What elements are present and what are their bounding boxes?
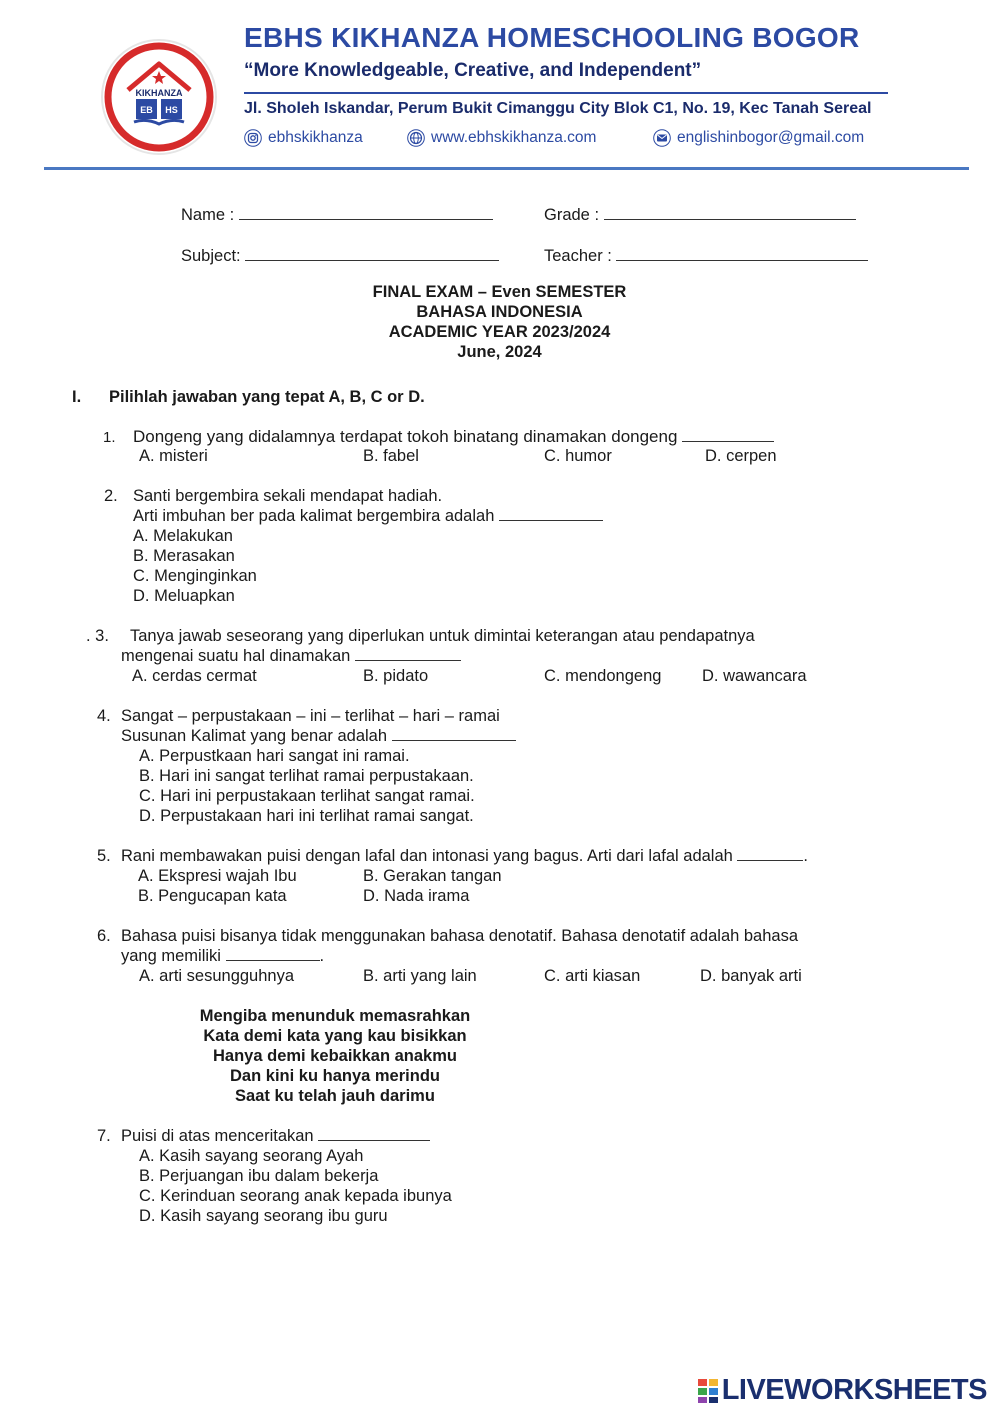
- q5-option-b[interactable]: B. Gerakan tangan: [363, 867, 502, 885]
- poem-line-1: Mengiba menunduk memasrahkan: [199, 1007, 471, 1025]
- exam-date: June, 2024: [457, 343, 542, 361]
- q5-option-c[interactable]: B. Pengucapan kata: [138, 887, 287, 905]
- q5-question: Rani membawakan puisi dengan lafal dan intonasi yang bagus. Arti dari lafal adalah: [121, 847, 733, 865]
- q6-option-b[interactable]: B. arti yang lain: [363, 967, 477, 985]
- school-logo: [100, 38, 218, 156]
- q1-text: [133, 427, 774, 447]
- school-name: EBHS KIKHANZA HOMESCHOOLING BOGOR: [244, 22, 860, 53]
- logo-text-top: KIKHANZA: [135, 88, 183, 98]
- q2-line2: [133, 506, 603, 526]
- subject-field: [181, 246, 499, 266]
- grade-field: [544, 205, 856, 225]
- q6-line1: Bahasa puisi bisanya tidak menggunakan bahasa denotatif. Bahasa denotatif adalah bahasa: [121, 927, 799, 945]
- mail-icon: [653, 129, 671, 147]
- logo-text-right: HS: [165, 105, 178, 115]
- poem-line-3: Hanya demi kebaikkan anakmu: [213, 1047, 457, 1065]
- q1-blank[interactable]: [682, 427, 774, 442]
- instagram-icon: [244, 129, 262, 147]
- q5-line1: Rani membawakan puisi dengan lafal dan intonasi yang bagus. Arti dari lafal adalah .: [121, 847, 809, 865]
- q3-line2: [121, 646, 461, 666]
- teacher-field: [544, 246, 868, 266]
- q6-question: yang memiliki: [121, 947, 221, 965]
- q5-option-a[interactable]: A. Ekspresi wajah Ibu: [138, 867, 297, 885]
- q3-number: . 3.: [86, 627, 109, 645]
- q7-option-b[interactable]: B. Perjuangan ibu dalam bekerja: [139, 1167, 379, 1185]
- q4-option-a[interactable]: A. Perpustkaan hari sangat ini ramai.: [139, 747, 410, 765]
- q2-option-c[interactable]: C. Menginginkan: [133, 567, 257, 585]
- grade-blank[interactable]: [604, 205, 856, 220]
- q2-question: Arti imbuhan ber pada kalimat bergembira adalah: [133, 507, 495, 525]
- q6-line2: yang memiliki .: [121, 947, 325, 965]
- q4-line1: Sangat – perpustakaan – ini – terlihat – hari – ramai: [121, 707, 500, 725]
- email-contact: [653, 129, 864, 147]
- name-label: Name :: [181, 206, 235, 224]
- q1-question: Dongeng yang didalamnya terdapat tokoh binatang dinamakan dongeng: [133, 427, 678, 446]
- q3-option-d[interactable]: D. wawancara: [702, 667, 807, 685]
- q1-option-b[interactable]: B. fabel: [363, 447, 419, 465]
- instagram-handle: ebhskikhanza: [268, 129, 363, 146]
- q5-blank[interactable]: [737, 846, 803, 861]
- name-field: [181, 205, 493, 225]
- q6-option-d[interactable]: D. banyak arti: [700, 967, 802, 985]
- q3-line1: Tanya jawab seseorang yang diperlukan untuk dimintai keterangan atau pendapatnya: [130, 627, 755, 645]
- q3-blank[interactable]: [355, 646, 461, 661]
- email-address: englishinbogor@gmail.com: [677, 129, 865, 146]
- q4-option-b[interactable]: B. Hari ini sangat terlihat ramai perpustakaan.: [139, 767, 474, 785]
- globe-icon: [407, 129, 425, 147]
- instagram-contact: [244, 129, 363, 147]
- q7-line1: [121, 1126, 430, 1146]
- teacher-blank[interactable]: [616, 246, 868, 261]
- q3-option-b[interactable]: B. pidato: [363, 667, 429, 685]
- name-blank[interactable]: [239, 205, 493, 220]
- exam-title: FINAL EXAM – Even SEMESTER: [372, 283, 627, 301]
- q3-question: mengenai suatu hal dinamakan: [121, 647, 351, 665]
- q2-option-a[interactable]: A. Melakukan: [133, 527, 233, 545]
- q3-option-a[interactable]: A. cerdas cermat: [132, 667, 257, 685]
- q7-option-c[interactable]: C. Kerinduan seorang anak kepada ibunya: [139, 1187, 452, 1205]
- q7-blank[interactable]: [318, 1126, 430, 1141]
- q1-option-c[interactable]: C. humor: [544, 447, 612, 465]
- school-motto: “More Knowledgeable, Creative, and Independent”: [244, 60, 702, 81]
- poem-line-4: Dan kini ku hanya merindu: [230, 1067, 440, 1085]
- q5-option-d[interactable]: D. Nada irama: [363, 887, 470, 905]
- q3-option-c[interactable]: C. mendongeng: [544, 667, 662, 685]
- website-contact: [407, 129, 596, 147]
- q7-question: Puisi di atas menceritakan: [121, 1127, 314, 1145]
- subject-label: Subject:: [181, 247, 241, 265]
- q7-number: 7.: [97, 1127, 111, 1145]
- section-instruction: Pilihlah jawaban yang tepat A, B, C or D.: [109, 388, 425, 406]
- logo-text-left: EB: [140, 105, 153, 115]
- q4-line2: [121, 726, 516, 746]
- q5-number: 5.: [97, 847, 111, 865]
- q2-option-b[interactable]: B. Merasakan: [133, 547, 235, 565]
- liveworksheets-brand: LIVEWORKSHEETS: [721, 1374, 987, 1406]
- exam-subject: BAHASA INDONESIA: [416, 303, 583, 321]
- grade-label: Grade :: [544, 206, 600, 224]
- q1-number: 1.: [103, 429, 116, 446]
- poem-line-5: Saat ku telah jauh darimu: [235, 1087, 435, 1105]
- q4-option-c[interactable]: C. Hari ini perpustakaan terlihat sangat ramai.: [139, 787, 475, 805]
- poem-line-2: Kata demi kata yang kau bisikkan: [203, 1027, 467, 1045]
- q2-blank[interactable]: [499, 506, 603, 521]
- q2-line1: Santi bergembira sekali mendapat hadiah.: [133, 487, 443, 505]
- header-bottom-rule: [44, 167, 969, 170]
- header-divider: [244, 92, 888, 94]
- exam-year: ACADEMIC YEAR 2023/2024: [388, 323, 611, 341]
- q1-option-d[interactable]: D. cerpen: [705, 447, 777, 465]
- q6-number: 6.: [97, 927, 111, 945]
- teacher-label: Teacher :: [544, 247, 612, 265]
- q6-option-a[interactable]: A. arti sesungguhnya: [139, 967, 295, 985]
- q1-option-a[interactable]: A. misteri: [139, 447, 208, 465]
- q2-option-d[interactable]: D. Meluapkan: [133, 587, 235, 605]
- school-address: Jl. Sholeh Iskandar, Perum Bukit Cimanggu City Blok C1, No. 19, Kec Tanah Sereal: [244, 100, 872, 117]
- section-numeral: I.: [72, 388, 82, 406]
- q4-number: 4.: [97, 707, 111, 725]
- q4-blank[interactable]: [392, 726, 516, 741]
- q6-option-c[interactable]: C. arti kiasan: [544, 967, 641, 985]
- liveworksheets-icon: [697, 1378, 719, 1404]
- q7-option-d[interactable]: D. Kasih sayang seorang ibu guru: [139, 1207, 388, 1225]
- q2-number: 2.: [104, 487, 118, 505]
- subject-blank[interactable]: [245, 246, 499, 261]
- q4-option-d[interactable]: D. Perpustakaan hari ini terlihat ramai sangat.: [139, 807, 474, 825]
- q7-option-a[interactable]: A. Kasih sayang seorang Ayah: [139, 1147, 364, 1165]
- website-url: www.ebhskikhanza.com: [431, 129, 597, 146]
- q6-blank[interactable]: [226, 946, 320, 961]
- liveworksheets-logo: [697, 1374, 987, 1407]
- q4-question: Susunan Kalimat yang benar adalah: [121, 727, 388, 745]
